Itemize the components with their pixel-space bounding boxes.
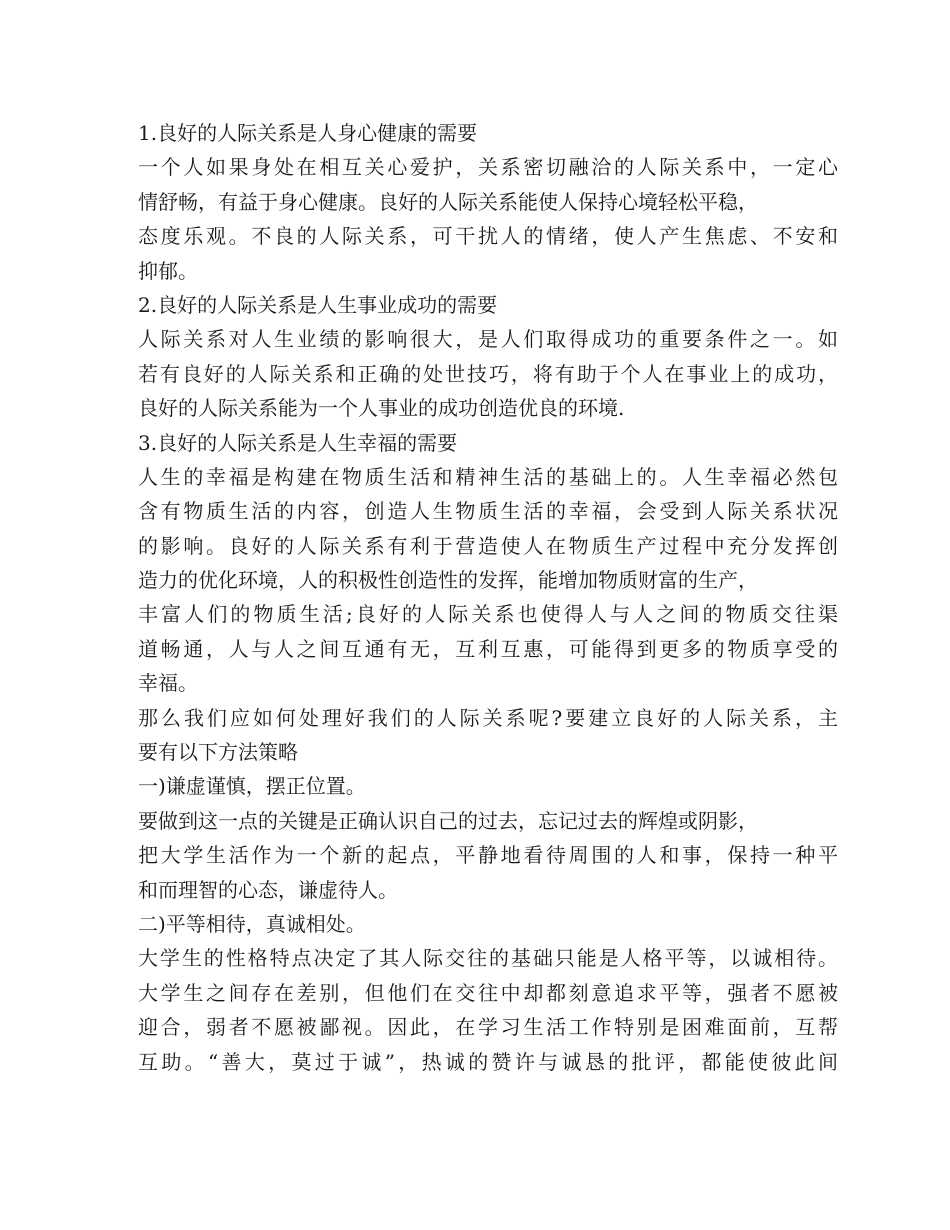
- heading-2: 2.良好的人际关系是人生事业成功的需要: [138, 292, 498, 317]
- paragraph-line: 把大学生活作为一个新的起点，平静地看待周围的人和事，保持一种平: [138, 843, 838, 868]
- paragraph-line: 人际关系对人生业绩的影响很大，是人们取得成功的重要条件之一。如: [138, 327, 838, 352]
- paragraph-line: 抑郁。: [138, 258, 198, 283]
- paragraph-line: 要有以下方法策略: [138, 740, 298, 765]
- paragraph-line: 的影响。良好的人际关系有利于营造使人在物质生产过程中充分发挥创: [138, 533, 838, 558]
- section-heading-1: 一)谦虚谨慎，摆正位置。: [138, 774, 366, 799]
- paragraph-line: 人生的幸福是构建在物质生活和精神生活的基础上的。人生幸福必然包: [138, 464, 838, 489]
- paragraph-line: 情舒畅，有益于身心健康。良好的人际关系能使人保持心境轻松平稳，: [138, 189, 758, 214]
- paragraph-line: 态度乐观。不良的人际关系，可干扰人的情绪，使人产生焦虑、不安和: [138, 224, 838, 249]
- paragraph-line: 和而理智的心态，谦虚待人。: [138, 877, 398, 902]
- paragraph-line: 若有良好的人际关系和正确的处世技巧，将有助于个人在事业上的成功，: [138, 361, 838, 386]
- paragraph-line: 一个人如果身处在相互关心爱护，关系密切融洽的人际关系中，一定心: [138, 155, 838, 180]
- paragraph-line: 丰富人们的物质生活;良好的人际关系也使得人与人之间的物质交往渠: [138, 602, 838, 627]
- paragraph-line: 迎合，弱者不愿被鄙视。因此，在学习生活工作特别是困难面前，互帮: [138, 1015, 838, 1040]
- paragraph-line: 要做到这一点的关键是正确认识自己的过去，忘记过去的辉煌或阴影，: [138, 808, 758, 833]
- heading-1: 1.良好的人际关系是人身心健康的需要: [138, 121, 478, 145]
- paragraph-line: 那么我们应如何处理好我们的人际关系呢?要建立良好的人际关系，主: [138, 705, 838, 730]
- paragraph-line: 大学生的性格特点决定了其人际交往的基础只能是人格平等，以诚相待。: [138, 946, 838, 971]
- paragraph-line: 道畅通，人与人之间互通有无，互利互惠，可能得到更多的物质享受的: [138, 636, 838, 661]
- paragraph-line: 含有物质生活的内容，创造人生物质生活的幸福，会受到人际关系状况: [138, 499, 838, 524]
- heading-3: 3.良好的人际关系是人生幸福的需要: [138, 430, 458, 455]
- document-body: [138, 116, 838, 1079]
- paragraph-line: 幸福。: [138, 671, 198, 696]
- paragraph-line: 造力的优化环境，人的积极性创造性的发挥，能增加物质财富的生产，: [138, 568, 758, 593]
- section-heading-2: 二)平等相待，真诚相处。: [138, 911, 366, 936]
- paragraph-line: 互助。“善大，莫过于诚”，热诚的赞许与诚恳的批评，都能使彼此间: [138, 1049, 838, 1074]
- paragraph-line: 大学生之间存在差别，但他们在交往中却都刻意追求平等，强者不愿被: [138, 980, 838, 1005]
- paragraph-line: 良好的人际关系能为一个人事业的成功创造优良的环境.: [138, 396, 625, 421]
